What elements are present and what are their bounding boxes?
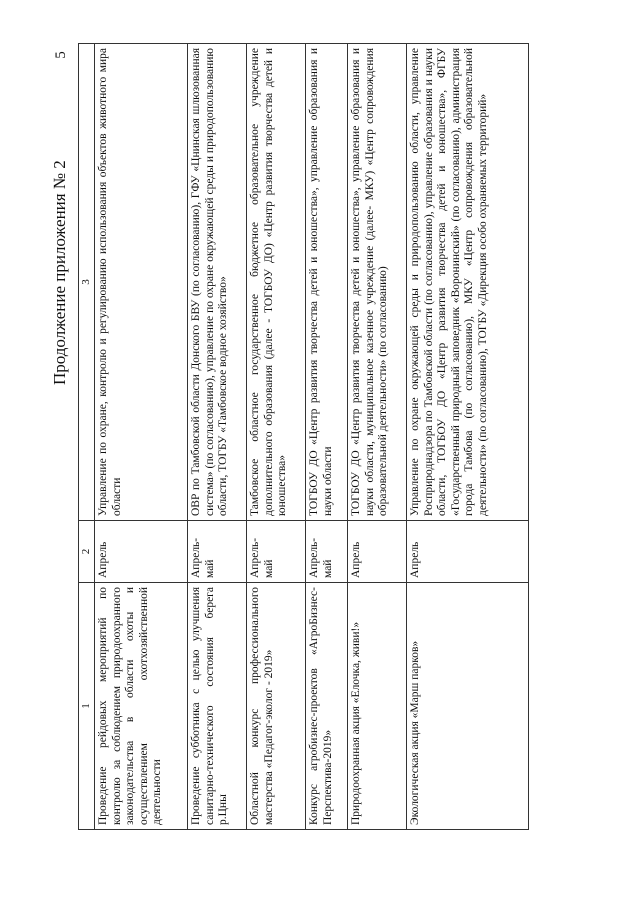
table-row xyxy=(347,44,406,830)
event-cell: Областной конкурс профессионального мастерства «Педагог-эколог - 2019» xyxy=(246,583,305,830)
column-header-1: 1 xyxy=(79,583,95,830)
responsible-cell: Тамбовское областное государственное бюджетное образовательное учреждение дополнительного образования (далее - ТОГБОУ ДО) «Центр развития творчества детей и юношества» xyxy=(246,44,305,521)
responsible-cell: ТОГБОУ ДО «Центр развития творчества детей и юношества», управление образования и науки области xyxy=(305,44,347,521)
period-cell: Апрель xyxy=(406,521,528,583)
event-cell: Конкурс агробизнес-проектов «АгроБизнес-Перспектива-2019» xyxy=(305,583,347,830)
period-cell: Апрель xyxy=(94,521,187,583)
page-number: 5 xyxy=(53,51,69,59)
event-cell: Природоохранная акция «Елочка, живи!» xyxy=(347,583,406,830)
responsible-cell: ТОГБОУ ДО «Центр развития творчества детей и юношества», управление образования и науки области, муниципальное казенное учреждение (далее- МКУ) «Центр сопровождения образовательной деятельности» (по согласованию) xyxy=(347,44,406,521)
event-cell: Проведение рейдовых мероприятий по контролю за соблюдением природоохранного законодательства в области охоты и осуществлением охотхозяйственной деятельности xyxy=(94,583,187,830)
table-header-row xyxy=(79,44,95,830)
table-row xyxy=(406,44,528,830)
period-cell: Апрель-май xyxy=(305,521,347,583)
table-row xyxy=(94,44,187,830)
responsible-cell: Управление по охране окружающей среды и природопользованию области, управление Росприроднадзора по Тамбовской области (по согласованию), управление образования и науки области, ТОГБОУ ДО «Центр развития творчества детей и юношества», ФГБУ «Государственный природный заповедник «Воронинский» (по согласованию), администрация города Тамбова (по согласованию), МКУ «Центр сопровождения образовательной деятельности» (по согласованию), ТОГБУ «Дирекция особо охраняемых территорий» xyxy=(406,44,528,521)
event-cell: Экологическая акция «Марш парков» xyxy=(406,583,528,830)
appendix-title: Продолжение приложения № 2 xyxy=(50,160,69,385)
responsible-cell: ОВР по Тамбовской области Донского БВУ (по согласованию), ГФУ «Цнинская шлюзованная система» (по согласованию), управление по охране окружающей среды и природопользованию области, ТОГБУ «Тамбовское водное хозяйство» xyxy=(187,44,246,521)
table-row xyxy=(305,44,347,830)
table-row xyxy=(187,44,246,830)
events-table xyxy=(78,43,529,830)
period-cell: Апрель-май xyxy=(246,521,305,583)
column-header-2: 2 xyxy=(79,521,95,583)
responsible-cell: Управление по охране, контролю и регулированию использования объектов животного мира области xyxy=(94,44,187,521)
period-cell: Апрель-май xyxy=(187,521,246,583)
table-row xyxy=(246,44,305,830)
event-cell: Проведение субботника с целью улучшения санитарно-технического состояния берега р.Цны xyxy=(187,583,246,830)
period-cell: Апрель xyxy=(347,521,406,583)
column-header-3: 3 xyxy=(79,44,95,521)
